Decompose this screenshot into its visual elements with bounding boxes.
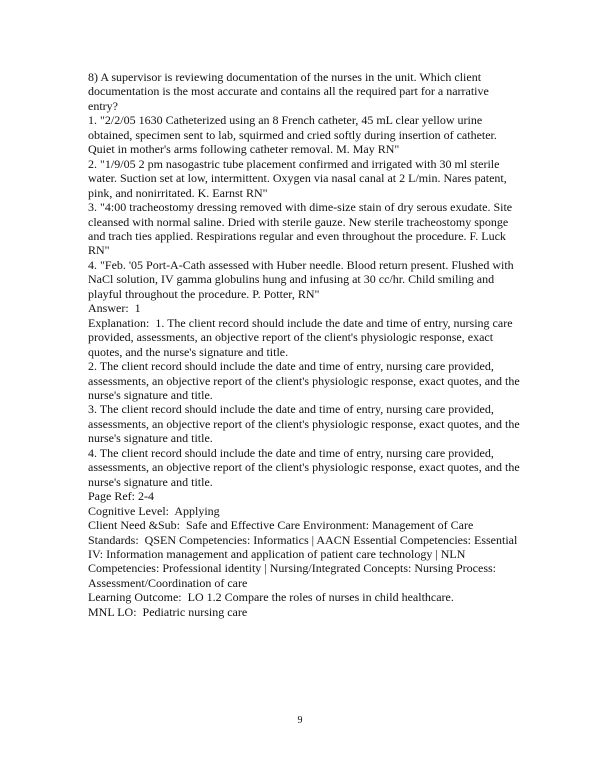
explanation-3 (88, 402, 518, 445)
text-line: water. Suction set at low, intermittent. Oxygen via nasal canal at 2 L/min. Nares patent, (88, 171, 507, 186)
answer-option-4 (88, 258, 518, 301)
text-line: 8) A supervisor is reviewing documentation of the nurses in the unit. Which client (88, 70, 482, 84)
text-line: provided, assessments, an objective report of the client's physiologic response, exact (88, 330, 494, 345)
text-line: cleansed with normal saline. Dried with sterile gauze. New sterile tracheostomy sponge (88, 214, 509, 229)
text-line: assessments, an objective report of the client's physiologic response, exact quotes, and the (88, 460, 520, 475)
text-line: Quiet in mother's arms following catheter removal. M. May RN" (88, 142, 400, 157)
question-stem (88, 70, 518, 113)
text-line: 3. "4:00 tracheostomy dressing removed with dime-size stain of dry serous exudate. Site (88, 200, 513, 215)
cognitive-level: Cognitive Level: Applying (88, 503, 220, 518)
text-line: RN" (88, 243, 110, 258)
explanation-4 (88, 446, 518, 489)
page-ref: Page Ref: 2-4 (88, 489, 154, 504)
document-page (88, 70, 518, 619)
client-need: Client Need &Sub: Safe and Effective Care Environment: Management of Care (88, 518, 474, 533)
text-line: Assessment/Coordination of care (88, 575, 248, 590)
text-line: documentation is the most accurate and contains all the required part for a narrative (88, 84, 489, 99)
text-line: 4. "Feb. '05 Port-A-Cath assessed with Huber needle. Blood return present. Flushed with (88, 257, 514, 272)
text-line: nurse's signature and title. (88, 474, 213, 489)
text-line: 2. The client record should include the date and time of entry, nursing care provided, (88, 359, 494, 374)
text-line: quotes, and the nurse's signature and title. (88, 344, 289, 359)
learning-outcome: Learning Outcome: LO 1.2 Compare the roles of nurses in child healthcare. (88, 590, 454, 605)
standards (88, 533, 518, 591)
text-line: 4. The client record should include the date and time of entry, nursing care provided, (88, 445, 494, 460)
page-number: 9 (297, 715, 303, 726)
text-line: Competencies: Professional identity | Nursing/Integrated Concepts: Nursing Process: (88, 561, 496, 576)
text-line: and trach ties applied. Respirations regular and even throughout the procedure. F. Luck (88, 228, 506, 243)
text-line: assessments, an objective report of the client's physiologic response, exact quotes, and the (88, 373, 520, 388)
mnl-lo: MNL LO: Pediatric nursing care (88, 604, 248, 619)
text-line: 2. "1/9/05 2 pm nasogastric tube placement confirmed and irrigated with 30 ml sterile (88, 156, 500, 171)
text-line: nurse's signature and title. (88, 387, 213, 402)
text-line: obtained, specimen sent to lab, squirmed and cried softly during insertion of catheter. (88, 127, 497, 142)
explanation-1 (88, 316, 518, 359)
text-line: pink, and nonirritated. K. Earnst RN" (88, 185, 268, 200)
text-line: nurse's signature and title. (88, 431, 213, 446)
answer-key: Answer: 1 (88, 301, 141, 316)
text-line: assessments, an objective report of the client's physiologic response, exact quotes, and the (88, 416, 520, 431)
text-line: IV: Information management and application of patient care technology | NLN (88, 546, 466, 561)
text-line: 3. The client record should include the date and time of entry, nursing care provided, (88, 402, 494, 417)
text-line: Explanation: 1. The client record should include the date and time of entry, nursing care (88, 315, 513, 330)
text-line: 1. "2/2/05 1630 Catheterized using an 8 French catheter, 45 mL clear yellow urine (88, 113, 483, 128)
text-line: NaCl solution, IV gamma globulins hung and infusing at 30 cc/hr. Child smiling and (88, 272, 495, 287)
answer-option-3 (88, 200, 518, 258)
text-line: entry? (88, 98, 118, 113)
text-line: Standards: QSEN Competencies: Informatics | AACN Essential Competencies: Essential (88, 532, 518, 547)
text-line: playful throughout the procedure. P. Potter, RN" (88, 286, 320, 301)
answer-option-2 (88, 157, 518, 200)
answer-option-1 (88, 113, 518, 156)
explanation-2 (88, 359, 518, 402)
